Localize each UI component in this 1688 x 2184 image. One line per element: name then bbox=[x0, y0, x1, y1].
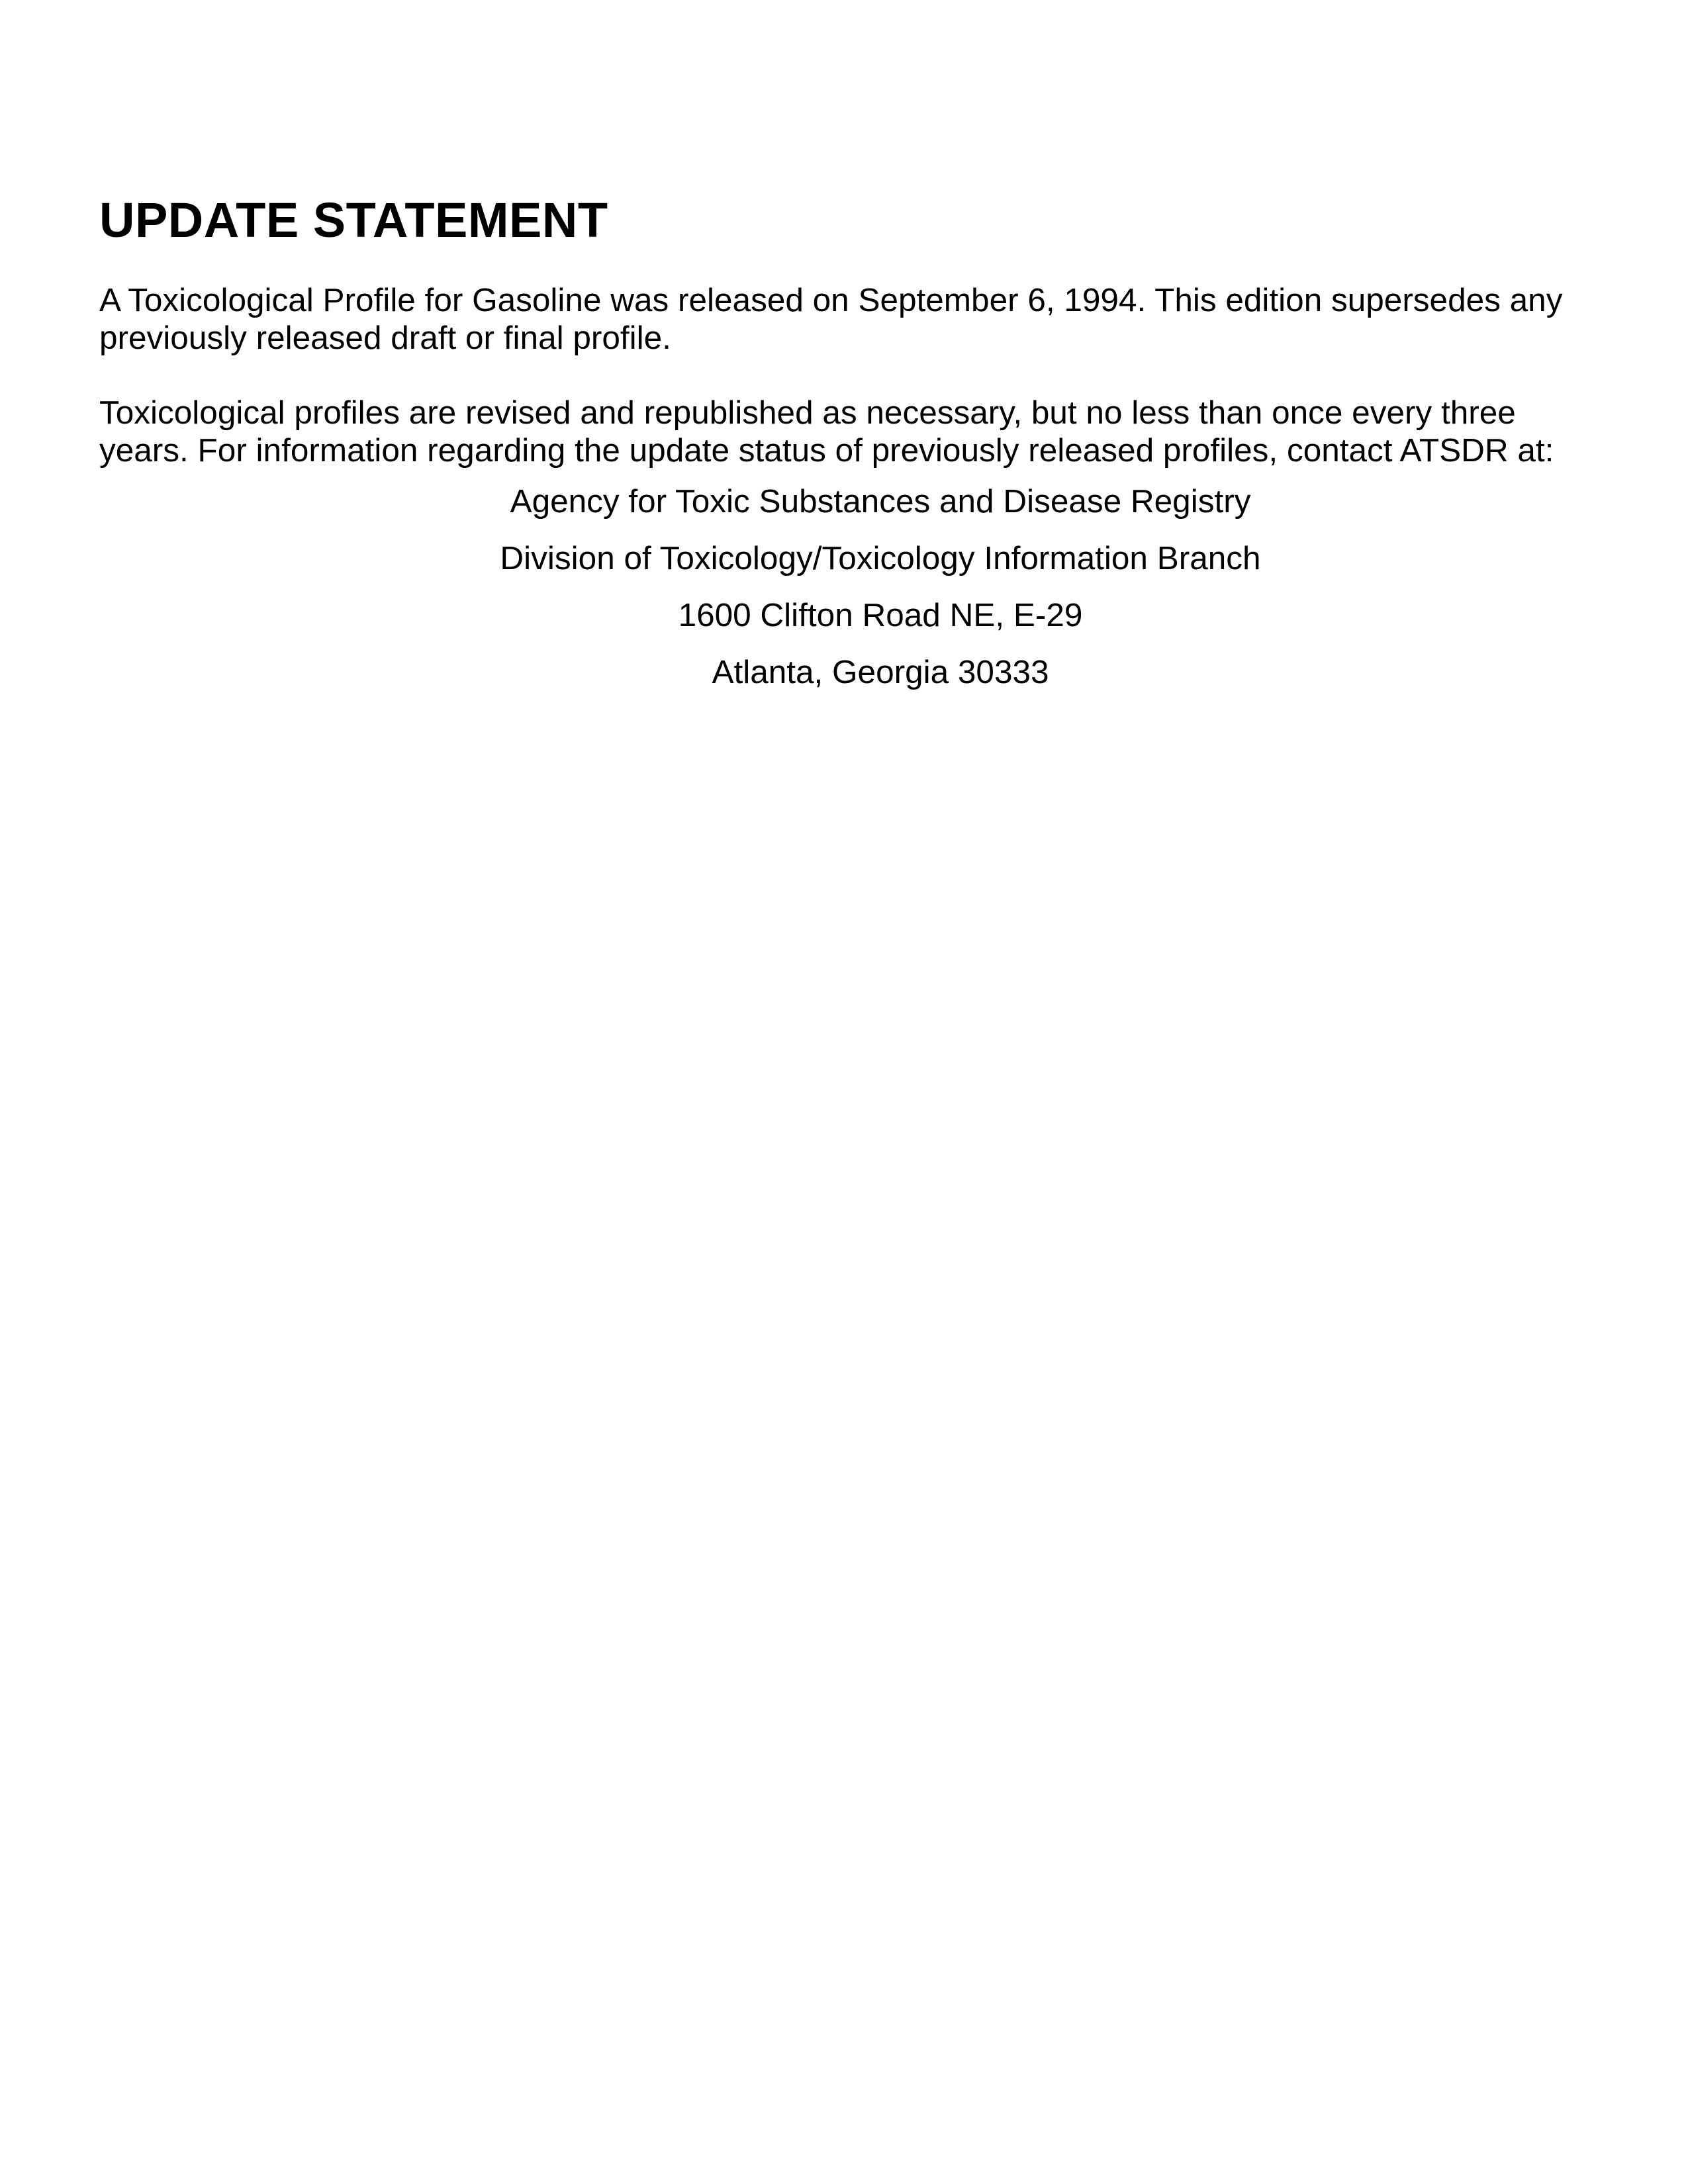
contact-address bbox=[99, 473, 1575, 701]
address-city: Atlanta, Georgia 30333 bbox=[712, 654, 1049, 691]
address-division: Division of Toxicology/Toxicology Information Branch bbox=[500, 540, 1261, 577]
release-paragraph: A Toxicological Profile for Gasoline was released on September 6, 1994. This edition supersedes any previously released draft or final profile. bbox=[99, 282, 1563, 357]
document-content bbox=[99, 192, 1575, 701]
address-agency: Agency for Toxic Substances and Disease Registry bbox=[510, 483, 1251, 520]
address-street: 1600 Clifton Road NE, E-29 bbox=[678, 597, 1083, 634]
page-title: UPDATE STATEMENT bbox=[99, 193, 608, 248]
revision-paragraph: Toxicological profiles are revised and republished as necessary, but no less than once every three years. For information regarding the update status of previously released profiles, contact ATSDR at: bbox=[99, 394, 1554, 469]
